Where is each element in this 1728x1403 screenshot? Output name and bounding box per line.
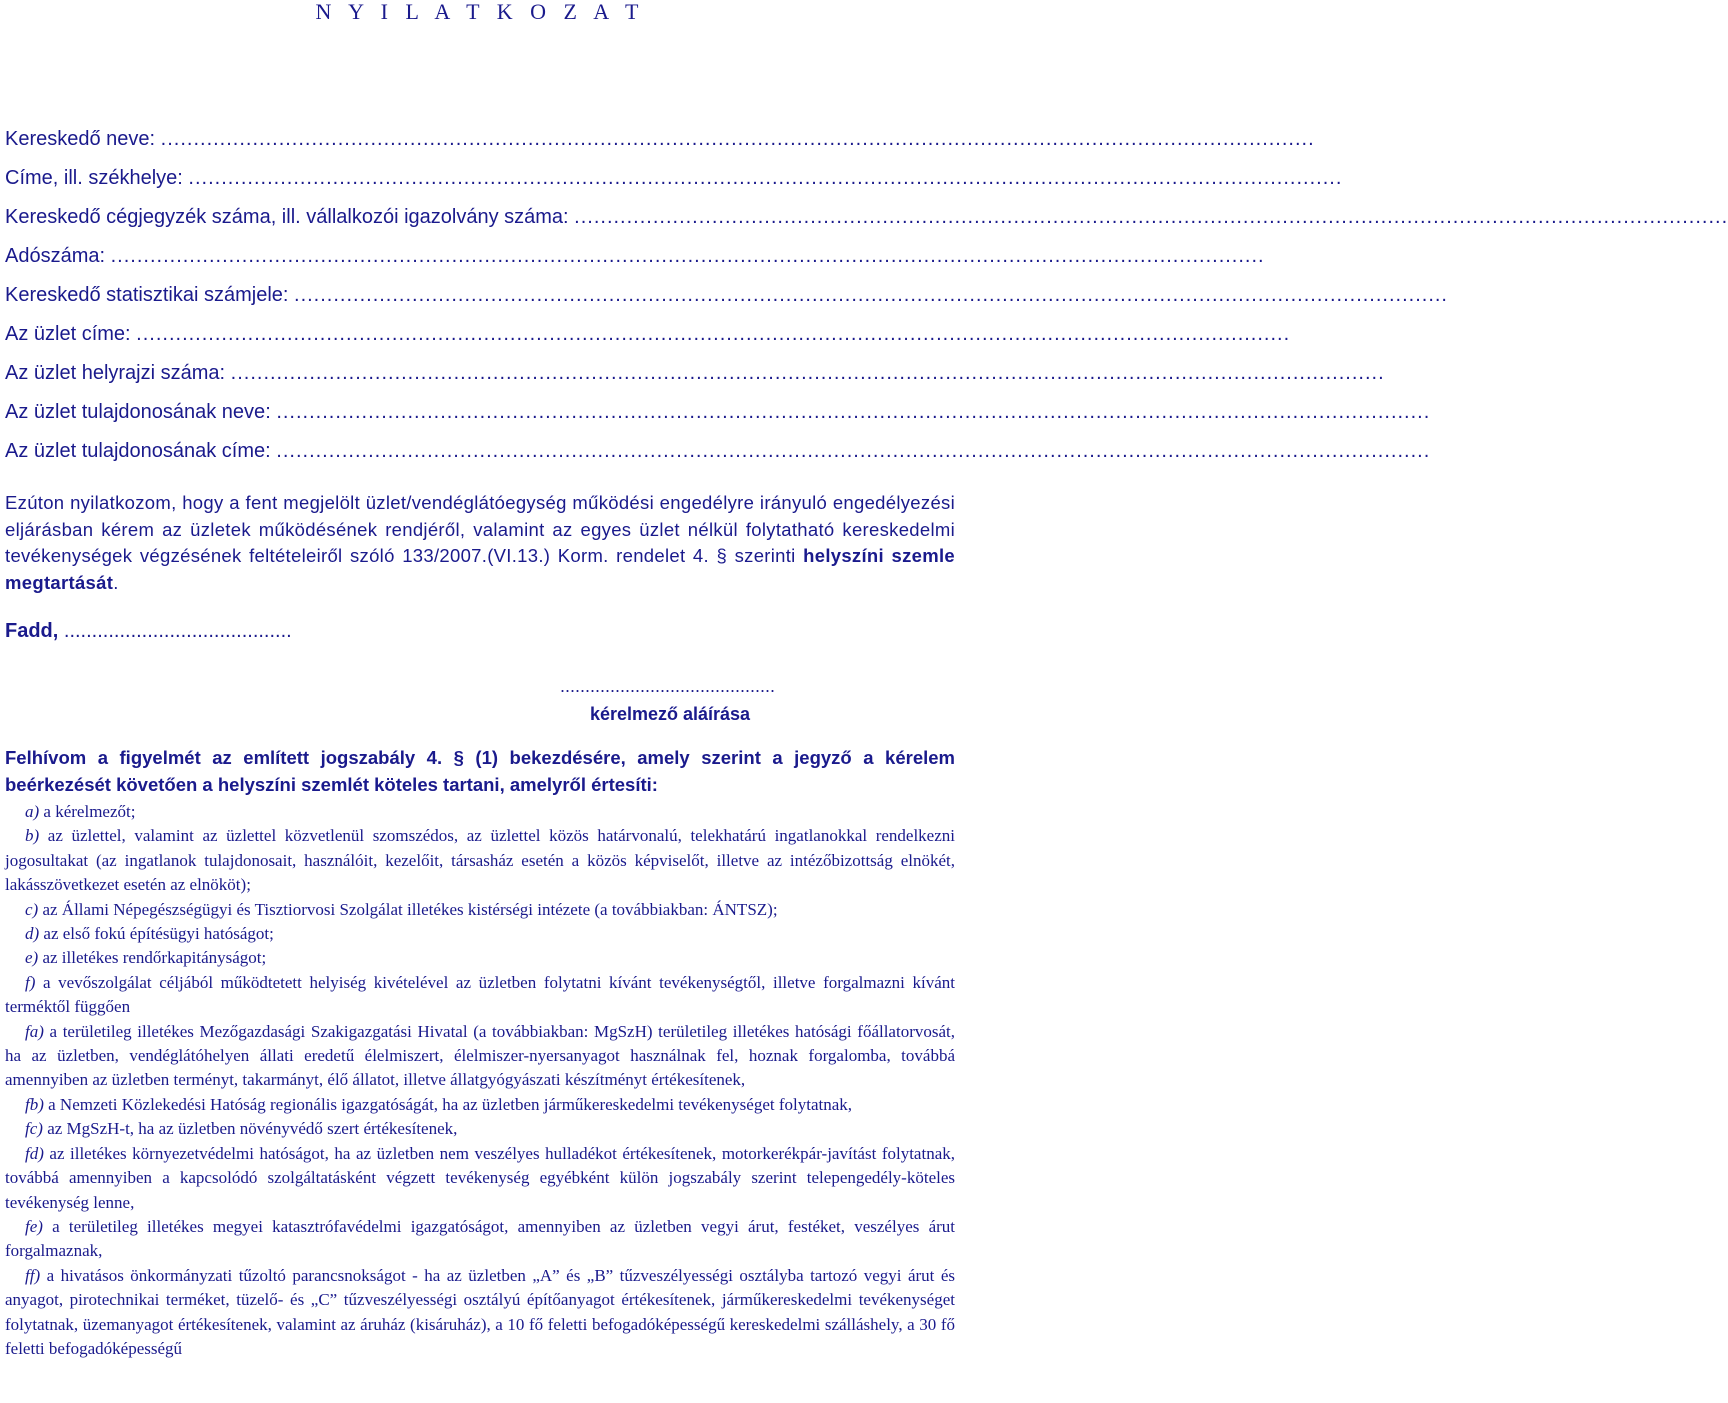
declaration-emphasis: helyszíni szemle megtartását — [5, 545, 955, 593]
field-label: Kereskedő neve — [5, 128, 150, 150]
form-fields — [5, 120, 1728, 471]
list-item: d) az első fokú építésügyi hatóságot; — [25, 924, 274, 944]
field-label: Adószáma — [5, 245, 100, 267]
list-item: b) az üzlettel, valamint az üzlettel közvetlenül szomszédos, az üzlettel közös határvonalú, telekhatárú ingatlanokkal rendelkezni jogosultakat (az ingatlanok tulajdonosait, használóit, kezelőit, társasház esetén a közös képviselőt, illetve az intézőbizottság elnökét, lakásszövetkezet esetén az elnököt); — [5, 826, 955, 895]
list-item: fd) az illetékes környezetvédelmi hatóságot, ha az üzletben nem veszélyes hulladékot értékesítenek, motorkerékpár-javítást folytatnak, továbbá amennyiben a kapcsolódó szolgáltatásként végzett tevékenység egyébként külön jogszabály szerint telepengedély-köteles tevékenység lenne, — [5, 1143, 955, 1212]
field-dots: ................................................................................................................................................................................ — [230, 362, 1385, 384]
field-shop-address[interactable]: Az üzlet címe: ................................................................................................................................................................................ — [5, 323, 1291, 345]
signature-label: kérelmező aláírása — [589, 704, 751, 724]
declaration-paragraph: Ezúton nyilatkozom, hogy a fent megjelölt üzlet/vendéglátóegység működési engedélyre irányuló engedélyezési eljárásban kérem az üzletek működésének rendjéről, valamint az egyes üzlet nélkül folytatható kereskedelmi tevékenységek végzésének feltételeiről szóló 133/2007.(VI.13.) Korm. rendelet 4. § szerinti helyszíni szemle megtartását. — [5, 492, 955, 593]
field-registration-number[interactable] — [5, 198, 1728, 237]
field-dots: ................................................................................................................................................................................ — [136, 323, 1291, 345]
field-dots: ................................................................................................................................................................................ — [276, 440, 1431, 462]
field-dots: ................................................................................................................................................................................ — [110, 245, 1265, 267]
document-title: N Y I L A T K O Z A T — [315, 0, 645, 24]
place-label: Fadd, — [5, 620, 64, 642]
field-statistical-code[interactable]: Kereskedő statisztikai számjele: ................................................................................................................................................................................ — [5, 284, 1448, 306]
field-label: Az üzlet tulajdonosának címe — [5, 440, 266, 462]
list-item: ff) a hivatásos önkormányzati tűzoltó parancsnokságot - ha az üzletben „A” és „B” tűzveszélyességi osztályba tartozó vegyi árut és anyagot, pirotechnikai terméket, tüzelő- és „C” tűzveszélyességi osztályú építőanyagot értékesítenek, járműkereskedelmi tevékenységet folytatnak, üzemanyagot értékesítenek, valamint az áruház (kisáruház), a 10 fő feletti befogadóképességű kereskedelmi szálláshely, a 30 fő feletti befogadóképességű — [5, 1265, 955, 1358]
field-address[interactable]: Címe, ill. székhelye: ................................................................................................................................................................................ — [5, 167, 1343, 189]
field-owner-name[interactable]: Az üzlet tulajdonosának neve: ................................................................................................................................................................................ — [5, 401, 1431, 423]
list-item: fc) az MgSzH-t, ha az üzletben növényvédő szert értékesítenek, — [25, 1119, 458, 1139]
list-item: fa) a területileg illetékes Mezőgazdasági Szakigazgatási Hivatal (a továbbiakban: MgSzH) területileg illetékes hatósági főállatorvosát, ha az üzletben, vendéglátóhelyen állati eredetű élelmiszert, élelmiszer-nyersanyagot használnak fel, hoznak forgalomba, továbbá amennyiben az üzletben terményt, takarmányt, élő állatot, illetve állatgyógyászati készítményt értékesítenek, — [5, 1021, 955, 1090]
place-date-line[interactable] — [5, 620, 292, 643]
notified-parties-list — [5, 800, 955, 1361]
field-dots: ................................................................................................................................................................................ — [294, 284, 1448, 306]
field-label: Az üzlet címe — [5, 323, 126, 345]
field-dots: ................................................................................................................................................................................ — [188, 167, 1343, 189]
list-item: fb) a Nemzeti Közlekedési Hatóság regionális igazgatóságát, ha az üzletben járműkereskedelmi tevékenységet folytatnak, — [25, 1094, 853, 1114]
list-item: a) a kérelmezőt; — [25, 802, 136, 821]
notice-paragraph: Felhívom a figyelmét az említett jogszabály 4. § (1) bekezdésére, amely szerint a jegyző a kérelem beérkezését követően a helyszíni szemlét köteles tartani, amelyről értesíti: — [5, 747, 955, 795]
field-dots: ................................................................................................................................................................................ — [574, 206, 1728, 228]
field-dots: ................................................................................................................................................................................ — [160, 128, 1315, 150]
list-item: f) a vevőszolgálat céljából működtetett helyiség kivételével az üzletben folytatni kívánt tevékenységtől, illetve forgalmazni kívánt terméktől függően — [5, 972, 955, 1017]
signature-line[interactable]: ........................................... — [560, 676, 776, 696]
field-trader-name[interactable]: Kereskedő neve: ................................................................................................................................................................................ — [5, 128, 1315, 150]
field-label: Címe, ill. székhelye — [5, 167, 178, 189]
field-dots: ................................................................................................................................................................................ — [276, 401, 1431, 423]
field-label: Kereskedő cégjegyzék száma, ill. vállalkozói igazolvány száma: — [5, 206, 569, 228]
field-label: Kereskedő statisztikai számjele — [5, 284, 283, 306]
field-parcel-number[interactable]: Az üzlet helyrajzi száma: ................................................................................................................................................................................ — [5, 362, 1385, 384]
field-tax-number[interactable]: Adószáma: ................................................................................................................................................................................ — [5, 245, 1265, 267]
list-item: e) az illetékes rendőrkapitányságot; — [25, 948, 267, 968]
list-item: c) az Állami Népegészségügyi és Tisztiorvosi Szolgálat illetékes kistérségi intézete (a továbbiakban: ÁNTSZ); — [25, 899, 778, 919]
date-dots: ......................................... — [63, 620, 292, 642]
field-owner-address[interactable]: Az üzlet tulajdonosának címe: ................................................................................................................................................................................ — [5, 440, 1431, 462]
field-label: Az üzlet helyrajzi száma — [5, 362, 220, 384]
field-label: Az üzlet tulajdonosának neve — [5, 401, 266, 423]
signature-block — [560, 672, 780, 728]
list-item: fe) a területileg illetékes megyei katasztrófavédelmi igazgatóságot, amennyiben az üzletben vegyi árut, festéket, veszélyes árut forgalmaznak, — [5, 1216, 955, 1261]
